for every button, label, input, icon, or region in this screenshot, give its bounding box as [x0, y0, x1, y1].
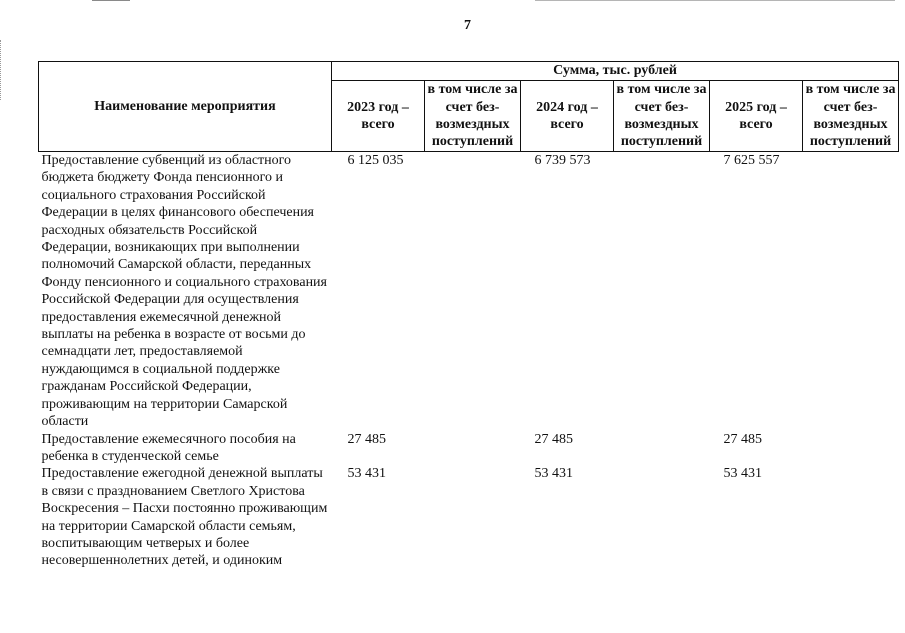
- row-2024-total: 27 485: [534, 431, 573, 447]
- row-2023-total: 6 125 035: [347, 153, 404, 168]
- column-header-name: Наименование мероприятия: [39, 62, 332, 152]
- row-name: Предоставление субвенций из областного бюджета бюджету Фонда пенсионного и социального страхования Российской Федерации в целях финансового обеспечения расходных обязательств Российской Федерации, возникающих при выполнении полномочий Самарской области, переданных Фонду пенсионного и социального страхования Российской Федерации для осуществления предоставления ежемесячной денежной выплаты на ребенка в возрасте от восьми до семнадцати лет, предоставляемой нуждающимся в социальной поддержке гражданам Российской Федерации, проживающим на территории Самарской области: [41, 153, 327, 430]
- row-name: Предоставление ежегодной денежной выплаты в связи с празднованием Светлого Христова Воскресения – Пасхи постоянно проживающим на территории Самарской области семьям, воспитывающим четверых и более несовершеннолетних детей, и одиноким: [41, 466, 328, 569]
- row-2023-gratuitous: [425, 152, 521, 431]
- page-number: 7: [464, 18, 471, 33]
- scan-edge-rule: [92, 0, 130, 1]
- table-row: [39, 465, 899, 569]
- table-row: [39, 152, 899, 431]
- row-name: Предоставление ежемесячного пособия на ребенка в студенческой семье: [41, 431, 296, 464]
- column-header-2024-total: 2024 год – всего: [521, 81, 614, 152]
- row-2023-total: 27 485: [347, 431, 386, 447]
- row-2024-total: 6 739 573: [534, 153, 591, 168]
- row-2025-gratuitous: [803, 152, 899, 431]
- column-header-2023-gratuitous: в том числе за счет без-возмездных поступлений: [425, 81, 521, 152]
- row-2025-total: 27 485: [723, 431, 762, 447]
- budget-table: [38, 61, 899, 570]
- table-row: [39, 431, 899, 466]
- scan-edge-marks: [0, 40, 4, 100]
- row-2024-gratuitous: [614, 152, 710, 431]
- column-header-sum: Сумма, тыс. рублей: [332, 62, 899, 81]
- column-header-2025-gratuitous: в том числе за счет без-возмездных поступлений: [803, 81, 899, 152]
- column-header-2025-total: 2025 год – всего: [710, 81, 803, 152]
- row-2023-gratuitous: [425, 465, 521, 569]
- row-2023-gratuitous: [425, 431, 521, 466]
- row-2025-total: 7 625 557: [723, 153, 780, 168]
- row-2025-gratuitous: [803, 431, 899, 466]
- row-2025-total: 53 431: [723, 466, 762, 482]
- row-2025-gratuitous: [803, 465, 899, 569]
- column-header-2023-total: 2023 год – всего: [332, 81, 425, 152]
- row-2023-total: 53 431: [347, 466, 386, 482]
- row-2024-gratuitous: [614, 431, 710, 466]
- row-2024-gratuitous: [614, 465, 710, 569]
- scan-edge-rule: [535, 0, 895, 1]
- row-2024-total: 53 431: [534, 466, 573, 482]
- column-header-2024-gratuitous: в том числе за счет без-возмездных поступлений: [614, 81, 710, 152]
